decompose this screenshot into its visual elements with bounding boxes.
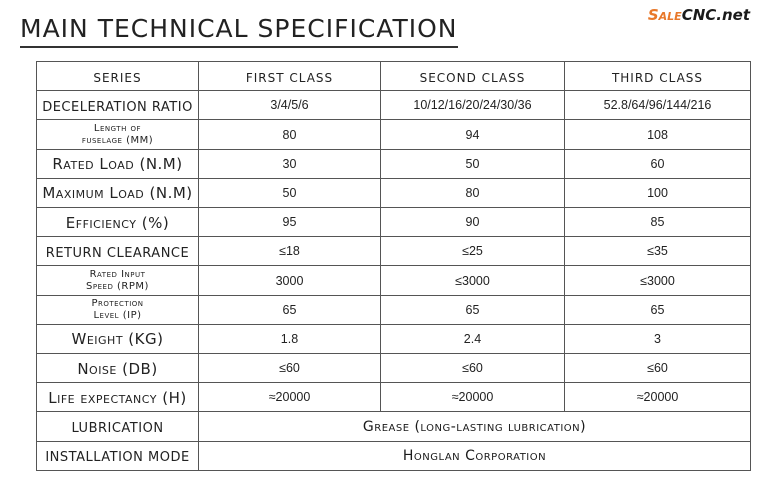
logo-part-sale: Sale — [647, 6, 682, 24]
table-row — [37, 178, 751, 207]
header-first-class-text: FIRST CLASS — [245, 70, 334, 85]
cell-value: 2.4 — [381, 324, 565, 353]
cell-value: ≤60 — [381, 354, 565, 383]
cell-value: ≈20000 — [565, 383, 751, 412]
cell-value: 50 — [381, 149, 565, 178]
cell-value: 108 — [565, 120, 751, 149]
table-row — [37, 354, 751, 383]
table-header-row — [37, 62, 751, 91]
row-label — [37, 354, 199, 383]
cell-value: ≤3000 — [565, 266, 751, 295]
cell-value: 94 — [381, 120, 565, 149]
row-label-text: DECELERATION RATIO — [42, 99, 193, 115]
table-row — [37, 208, 751, 237]
row-label-text: Weight (KG) — [71, 330, 164, 349]
cell-value: 100 — [565, 178, 751, 207]
row-label — [37, 91, 199, 120]
cell-value: 85 — [565, 208, 751, 237]
cell-value: ≤25 — [381, 237, 565, 266]
page-title: MAIN TECHNICAL SPECIFICATION — [20, 14, 458, 48]
row-label-text: Life expectancy (H) — [48, 388, 187, 407]
cell-value: ≈20000 — [199, 383, 381, 412]
row-label-line1: Protection — [91, 297, 144, 309]
table-row — [37, 266, 751, 295]
table-row — [37, 295, 751, 324]
cell-value: 1.8 — [199, 324, 381, 353]
cell-value: ≤18 — [199, 237, 381, 266]
row-label — [37, 295, 199, 324]
cell-value: 90 — [381, 208, 565, 237]
row-label — [37, 266, 199, 295]
row-label-line2: Level (IP) — [93, 309, 142, 321]
cell-value: 3 — [565, 324, 751, 353]
spec-table — [36, 61, 751, 471]
row-label — [37, 237, 199, 266]
cell-value: 65 — [199, 295, 381, 324]
row-label-line2: Speed (RPM) — [86, 280, 149, 292]
cell-value: ≤35 — [565, 237, 751, 266]
cell-value-wide: Honglan Corporation — [199, 441, 751, 470]
row-label-line1: Rated Input — [89, 268, 146, 280]
row-label-text: Maximum Load (N.M) — [42, 184, 193, 203]
table-row — [37, 237, 751, 266]
cell-value: 52.8/64/96/144/216 — [565, 91, 751, 120]
header-series-text: SERIES — [93, 70, 142, 85]
header-second-class-text: SECOND CLASS — [419, 70, 526, 85]
cell-value: ≤60 — [565, 354, 751, 383]
header-first-class — [199, 62, 381, 91]
row-label-text: LUBRICATION — [71, 421, 164, 437]
cell-value: 95 — [199, 208, 381, 237]
row-label-text: RETURN CLEARANCE — [45, 245, 190, 261]
cell-value: 3000 — [199, 266, 381, 295]
cell-value: 80 — [381, 178, 565, 207]
cell-value: 65 — [565, 295, 751, 324]
table-row — [37, 324, 751, 353]
table-row-lubrication — [37, 412, 751, 441]
table-row — [37, 91, 751, 120]
row-label — [37, 324, 199, 353]
row-label-line2: fuselage (MM) — [81, 134, 154, 146]
row-label — [37, 149, 199, 178]
row-label-text: INSTALLATION MODE — [45, 450, 190, 466]
row-label-text: Efficiency (%) — [65, 213, 170, 232]
cell-value: 10/12/16/20/24/30/36 — [381, 91, 565, 120]
cell-value-wide: Grease (long-lasting lubrication) — [199, 412, 751, 441]
row-label — [37, 441, 199, 470]
header-third-class-text: THIRD CLASS — [611, 70, 704, 85]
cell-value: 65 — [381, 295, 565, 324]
row-label — [37, 120, 199, 149]
row-label — [37, 208, 199, 237]
cell-value: 3/4/5/6 — [199, 91, 381, 120]
row-label — [37, 178, 199, 207]
table-row — [37, 120, 751, 149]
row-label — [37, 412, 199, 441]
cell-value: ≈20000 — [381, 383, 565, 412]
cell-value: 30 — [199, 149, 381, 178]
header-third-class — [565, 62, 751, 91]
logo-part-cnc: CNC.net — [681, 6, 750, 24]
cell-value: 60 — [565, 149, 751, 178]
row-label — [37, 383, 199, 412]
cell-value: 50 — [199, 178, 381, 207]
brand-logo — [648, 6, 750, 24]
table-row-installation — [37, 441, 751, 470]
cell-value: ≤60 — [199, 354, 381, 383]
row-label-text: Noise (DB) — [77, 359, 158, 378]
row-label-line1: Length of — [93, 122, 142, 134]
row-label-text: Rated Load (N.M) — [52, 155, 183, 174]
table-row — [37, 149, 751, 178]
cell-value: 80 — [199, 120, 381, 149]
header-series — [37, 62, 199, 91]
table-row — [37, 383, 751, 412]
cell-value: ≤3000 — [381, 266, 565, 295]
header-second-class — [381, 62, 565, 91]
